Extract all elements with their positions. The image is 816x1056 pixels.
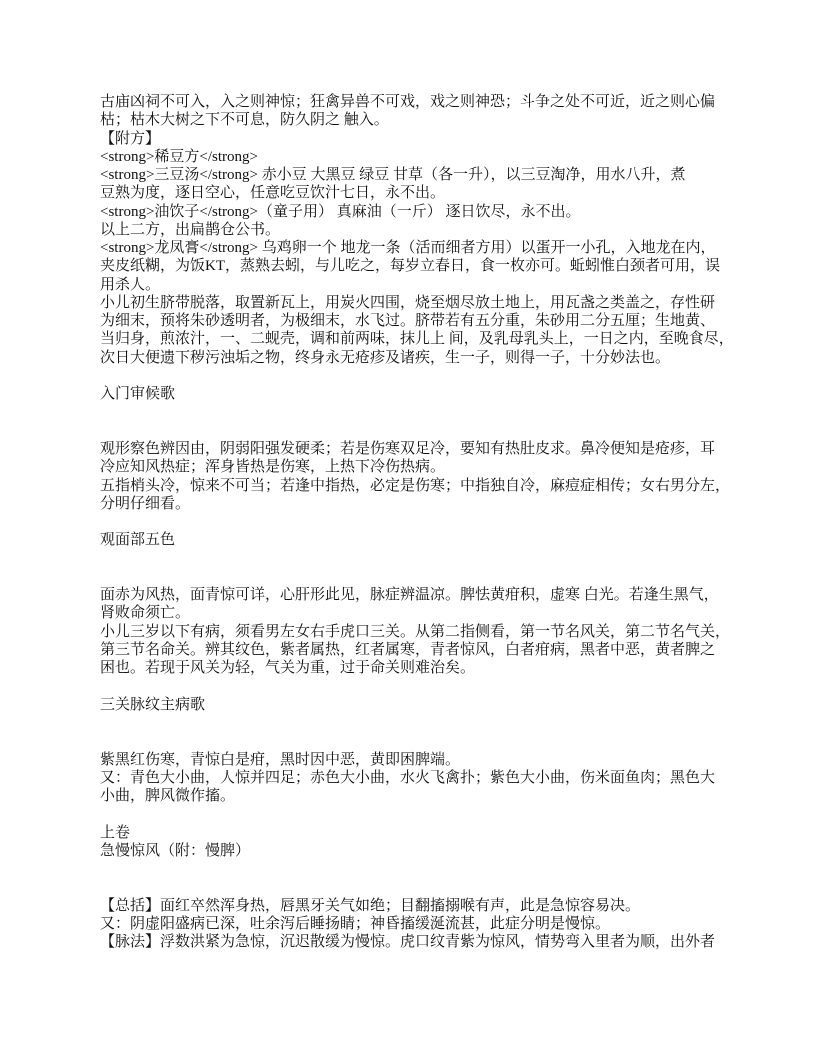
blank-line [100,805,716,823]
blank-line [100,860,716,878]
text-line: 上卷 [100,824,131,841]
text-line: 【总括】面红卒然浑身热，唇黑牙关气如绝；目翻搐搦喉有声，此是急惊容易决。 [100,897,641,914]
text-line: 次日大便遗下秽污浊垢之物，终身永无疮疹及诸疾，生一子，则得一子，十分妙法也。 [100,349,671,366]
text-line: 观形察色辨因由，阴弱阳强发硬柔；若是伤寒双足冷，要知有热肚皮求。鼻冷便知是疮疹，耳 [100,441,716,458]
text-line: 又：阴虚阳盛病已深，吐余泻后睡扬睛；神昏搐缓涎流甚，此症分明是慢惊。 [100,915,611,932]
blank-line [100,678,716,696]
text-line: 当归身，煎浓汁，一、二蚬壳，调和前两味，抹儿上 间，及乳母乳头上，一日之内，至晚食尽， [100,331,734,348]
text-line: 为细末，预将朱砂透明者，为极细末，水飞过。脐带若有五分重，朱砂用二分五厘；生地黄、 [100,313,716,330]
text-line: 第三节名命关。辨其纹色，紫者属热，红者属寒，青者惊风，白者疳病，黑者中恶，黄者脾之 [100,641,716,658]
text-line: 以上二方，出扁鹊仓公书。 [100,221,281,238]
text-line: 五指梢头冷，惊来不可当；若逢中指热，必定是伤寒；中指独自冷，麻痘症相传；女右男分左， [100,477,731,494]
text-line: 冷应知风热症；浑身皆热是伤寒，上热下冷伤热病。 [100,459,446,476]
text-line: 枯；枯木大树之下不可息，防久阴之 触入。 [100,112,389,129]
text-line: 分明仔细看。 [100,495,191,512]
text-line: 三关脉纹主病歌 [100,696,206,713]
blank-line [100,878,716,896]
blank-line [100,714,716,732]
text-line: 小曲，脾风微作搐。 [100,788,236,805]
text-line: <strong>龙凤膏</strong> 乌鸡卵一个 地龙一条（活而细者方用）以蛋开一小孔，入地龙在内， [100,240,716,257]
text-line: 观面部五色 [100,532,176,549]
blank-line [100,550,716,568]
blank-line [100,513,716,531]
text-line: 肾败命须亡。 [100,605,191,622]
text-line: <strong>三豆汤</strong> 赤小豆 大黑豆 绿豆 甘草（各一升），以三豆淘净，用水八升，煮 [100,167,686,184]
text-line: 面赤为风热，面青惊可详，心肝形此见，脉症辨温凉。脾怯黄疳积，虚寒 白光。若逢生黑气， [100,587,719,604]
text-line: 紫黑红伤寒，青惊白是疳，黑时因中恶，黄即困脾端。 [100,751,461,768]
text-line: 用杀人。 [100,276,161,293]
text-line: 又：青色大小曲，人惊并四足；赤色大小曲，水火飞禽扑；紫色大小曲，伤米面鱼肉；黑色大 [100,769,716,786]
text-line: 小儿初生脐带脱落，取置新瓦上，用炭火四围，烧至烟尽放土地上，用瓦盏之类盖之，存性研 [100,294,716,311]
text-line: 古庙凶祠不可入，入之则神惊；狂禽异兽不可戏，戏之则神恐；斗争之处不可近，近之则心偏 [100,94,716,110]
text-line: 入门审候歌 [100,386,176,403]
blank-line [100,422,716,440]
text-line: <strong>稀豆方</strong> [100,148,259,165]
text-line: 夹皮纸糊，为饭KT，蒸熟去蚓，与儿吃之，每岁立春日，食一枚亦可。蚯蚓惟白颈者可用，误 [100,258,720,275]
blank-line [100,732,716,750]
text-line: 小儿三岁以下有病，须看男左女右手虎口三关。从第二指侧看，第一节名风关，第二节名气关， [100,623,731,640]
text-line: 豆熟为度，逐日空心，任意吃豆饮汁七日，永不出。 [100,185,446,202]
blank-line [100,568,716,586]
blank-line [100,367,716,385]
text-line: 【脉法】浮数洪紧为急惊，沉迟散缓为慢惊。虎口纹青紫为惊风，情势弯入里者为顺，出外者 [100,934,716,951]
text-line: 急慢惊风（附：慢脾） [100,842,251,859]
text-line: <strong>油饮子</strong>（童子用） 真麻油（一斤） 逐日饮尽，永不出。 [100,203,581,220]
document-text-block [100,93,734,951]
text-line: 【附方】 [100,130,161,147]
blank-line [100,404,716,422]
text-line: 困也。若现于风关为轻，气关为重，过于命关则难治矣。 [100,660,476,677]
